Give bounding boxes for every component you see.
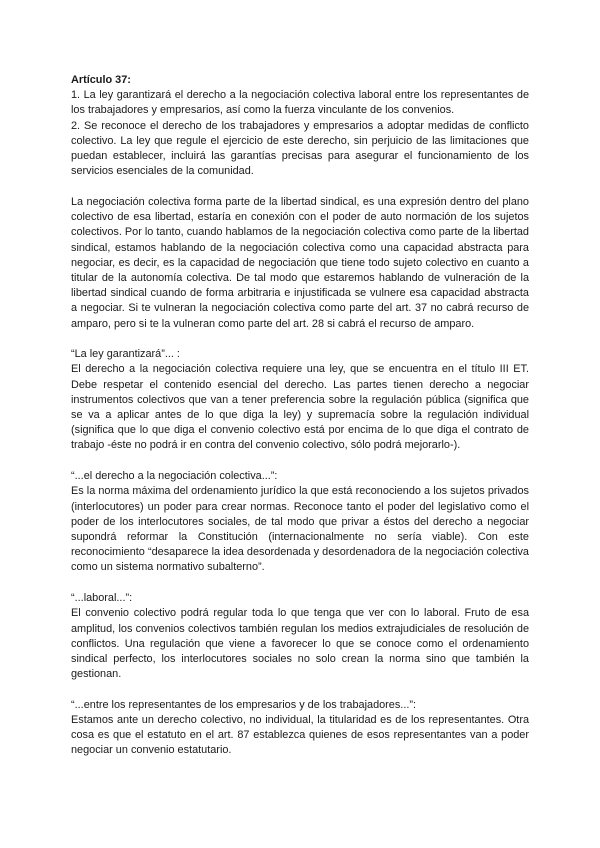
section-heading-laboral: “...laboral...”: [71,592,133,605]
section-heading-ley: “La ley garantizará”... : [71,348,180,361]
section-heading-derecho: “...el derecho a la negociación colectiva...”: [71,470,278,483]
document-page [71,73,529,759]
paragraph-gap [71,179,529,195]
article-clause-2: 2. Se reconoce el derecho de los trabajadores y empresarios a adoptar medidas de conflicto colectivo. La ley que regule el ejercicio de este derecho, sin perjuicio de las limitaciones que puedan establecer, incluirá las garantías precisas para asegurar el funcionamiento de los servicios esenciales de la comunidad. [71,119,529,178]
section-body-ley: El derecho a la negociación colectiva requiere una ley, que se encuentra en el título III ET. Debe respetar el contenido esencial del derecho. Las partes tienen derecho a negociar instrumentos colectivos que van a tener preferencia sobre la regulación pública (significa que se va a aplicar antes de lo que diga la ley) y supremacía sobre la regulación individual (significa que lo que diga el convenio colectivo está por encima de lo que diga el contrato de trabajo -éste no podrá ir en contra del convenio colectivo, sólo podrá mejorarlo-). [71,363,529,452]
paragraph-gap [71,682,529,698]
article-clause-1: 1. La ley garantizará el derecho a la negociación colectiva laboral entre los representantes de los trabajadores y empresarios, así como la fuerza vinculante de los convenios. [71,89,529,117]
section-body-laboral: El convenio colectivo podrá regular toda lo que tenga que ver con lo laboral. Fruto de esa amplitud, los convenios colectivos también regulan los medios extrajudiciales de resolución de conflictos. Una regulación que viene a favorecer lo que se conoce como el ordenamiento sindical perfecto, los interlocutores sociales no solo crean la norma sino que también la gestionan. [71,607,529,681]
paragraph-gap [71,454,529,470]
paragraph-gap [71,332,529,348]
paragraph-gap [71,576,529,592]
intro-paragraph: La negociación colectiva forma parte de la libertad sindical, es una expresión dentro del plano colectivo de esa libertad, estaría en conexión con el poder de auto normación de los sujetos colectivos. Por lo tanto, cuando hablamos de la negociación colectiva como parte de la libertad sindical, estamos hablando de la negociación colectiva como una capacidad abstracta para negociar, es decir, es la capacidad de negociación que tiene todo sujeto colectivo en cuanto a titular de la autonomía colectiva. De tal modo que estaremos hablando de vulneración de la libertad sindical cuando de forma arbitraria e injustificada se vulnere esa capacidad abstracta a negociar. Si te vulneran la negociación colectiva como parte del art. 37 no cabrá recurso de amparo, pero si te la vulneran como parte del art. 28 si cabrá el recurso de amparo. [71,195,529,330]
section-body-representantes: Estamos ante un derecho colectivo, no individual, la titularidad es de los representantes. Otra cosa es que el estatuto en el art. 87 establezca quienes de esos representantes van a poder negociar un convenio estatutario. [71,714,529,757]
section-heading-representantes: “...entre los representantes de los empresarios y de los trabajadores...”: [71,698,417,711]
section-body-derecho: Es la norma máxima del ordenamiento jurídico la que está reconociendo a los sujetos privados (interlocutores) un poder para crear normas. Reconoce tanto el poder del legislativo como el poder de los interlocutores sociales, de tal modo que privar a éstos del derecho a negociar supondrá reformar la Constitución (internacionalmente no sería viable). Con este reconocimiento “desaparece la idea desordenada y desordenadora de la negociación colectiva como un sistema normativo subalterno”. [71,485,529,574]
article-title: Artículo 37: [71,74,131,86]
